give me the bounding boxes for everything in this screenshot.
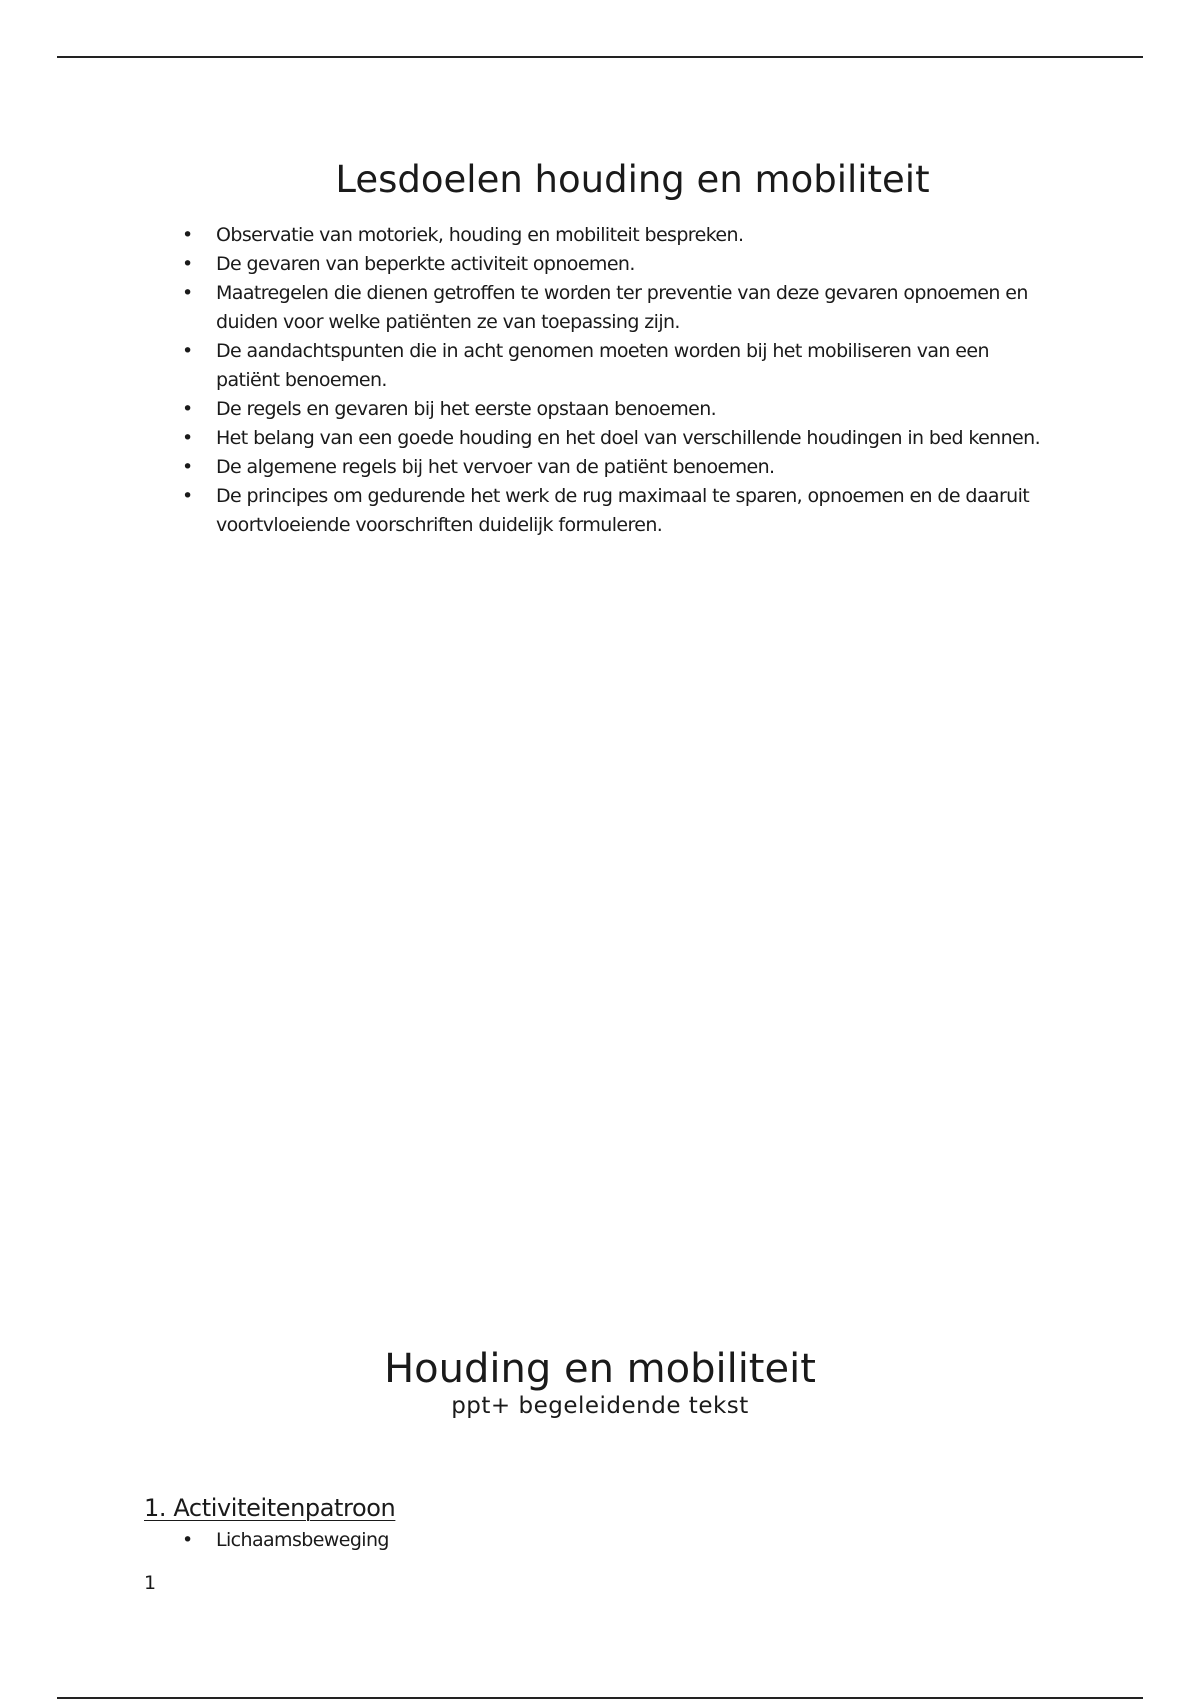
list-item: [182, 395, 1042, 424]
list-item: [182, 250, 1042, 279]
list-item-text: Lichaamsbeweging: [216, 1529, 389, 1551]
list-item: [182, 1526, 389, 1555]
list-item-text: Observatie van motoriek, houding en mobiliteit bespreken.: [216, 224, 744, 246]
list-item-text: De aandachtspunten die in acht genomen moeten worden bij het mobiliseren van een patiënt benoemen.: [216, 340, 989, 391]
chapter-list: [182, 1526, 389, 1555]
list-item-text: Het belang van een goede houding en het doel van verschillende houdingen in bed kennen.: [216, 427, 1041, 449]
list-item-text: De algemene regels bij het vervoer van de patiënt benoemen.: [216, 456, 775, 478]
list-item: [182, 221, 1042, 250]
bullet-icon: •: [182, 1529, 193, 1551]
list-item: [182, 279, 1042, 337]
footer-rule: [57, 1697, 1143, 1699]
chapter-heading: 1. Activiteitenpatroon: [144, 1494, 396, 1522]
bullet-icon: •: [182, 398, 193, 420]
list-item-text: De gevaren van beperkte activiteit opnoemen.: [216, 253, 635, 275]
section-subtitle: ppt+ begeleidende tekst: [451, 1393, 749, 1419]
header-rule: [57, 56, 1143, 58]
bullet-icon: •: [182, 456, 193, 478]
list-item: [182, 482, 1042, 540]
list-item-text: De principes om gedurende het werk de rug maximaal te sparen, opnoemen en de daaruit voortvloeiende voorschriften duidelijk formuleren.: [216, 485, 1030, 536]
page-title: Lesdoelen houding en mobiliteit: [335, 158, 930, 201]
bullet-icon: •: [182, 282, 193, 304]
list-item: [182, 453, 1042, 482]
bullet-icon: •: [182, 224, 193, 246]
list-item-text: Maatregelen die dienen getroffen te worden ter preventie van deze gevaren opnoemen en duiden voor welke patiënten ze van toepassing zijn.: [216, 282, 1028, 333]
learning-goals-list: [182, 221, 1042, 540]
list-item-text: De regels en gevaren bij het eerste opstaan benoemen.: [216, 398, 717, 420]
bullet-icon: •: [182, 253, 193, 275]
page-number: 1: [144, 1572, 157, 1594]
section-title: Houding en mobiliteit: [384, 1346, 816, 1392]
list-item: [182, 424, 1042, 453]
bullet-icon: •: [182, 485, 193, 507]
bullet-icon: •: [182, 340, 193, 362]
bullet-icon: •: [182, 427, 193, 449]
list-item: [182, 337, 1042, 395]
